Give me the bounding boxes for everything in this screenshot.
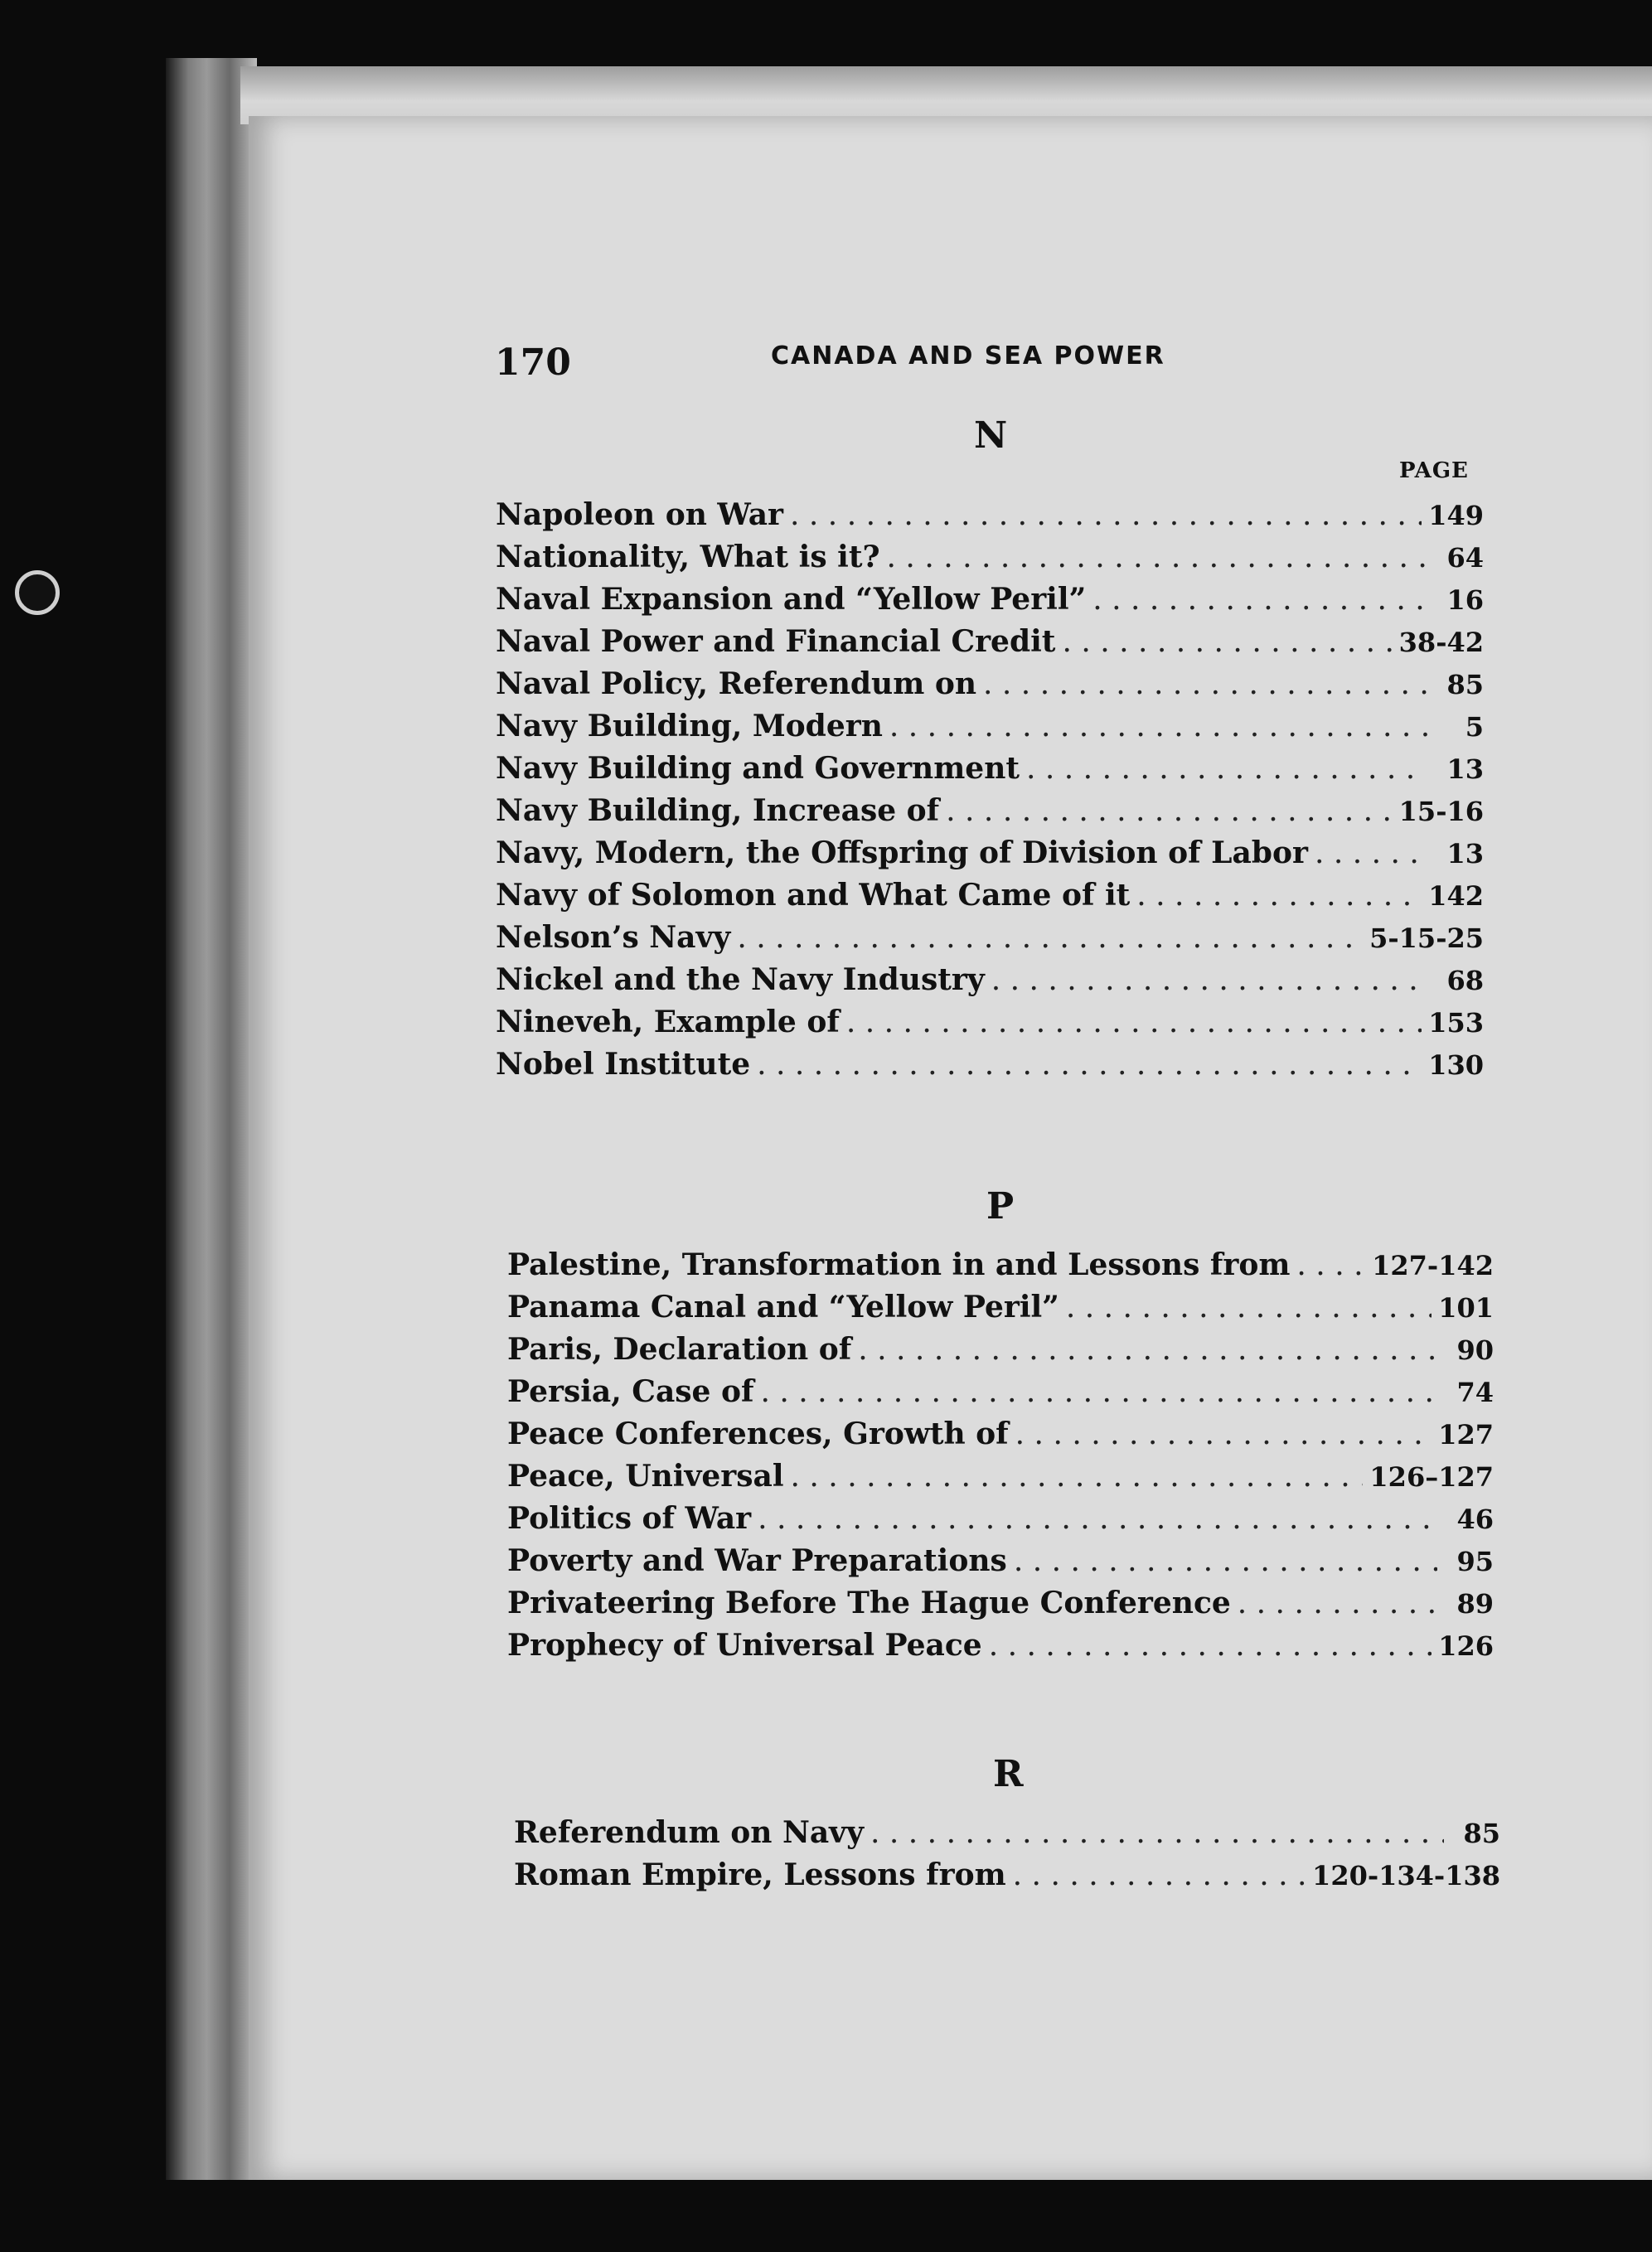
leader-dots: [991, 963, 1427, 997]
index-entry: [507, 1332, 1494, 1374]
entry-label: Panama Canal and “Yellow Peril”: [507, 1290, 1059, 1325]
entry-pages: 130: [1428, 1049, 1484, 1081]
leader-dots: [1013, 1858, 1306, 1892]
index-entry: [496, 666, 1484, 709]
index-entry: [496, 920, 1484, 962]
index-entry: [496, 878, 1484, 920]
book-page-edges: [166, 58, 257, 2180]
entry-label: Peace, Universal: [507, 1459, 784, 1494]
entry-label: Navy, Modern, the Offspring of Division of Labor: [496, 835, 1308, 870]
entry-pages: 64: [1446, 542, 1484, 574]
leader-dots: [758, 1502, 1437, 1536]
leader-dots: [1066, 1291, 1432, 1325]
leader-dots: [983, 667, 1427, 701]
leader-dots: [946, 794, 1393, 828]
entry-label: Naval Power and Financial Credit: [496, 624, 1056, 659]
index-entry: [507, 1417, 1494, 1459]
index-entry: [507, 1628, 1494, 1670]
index-entry: [496, 835, 1484, 878]
entry-label: Naval Policy, Referendum on: [496, 666, 977, 701]
index-entry: [496, 624, 1484, 666]
running-title: CANADA AND SEA POWER: [771, 341, 1165, 370]
entry-label: Nickel and the Navy Industry: [496, 962, 985, 997]
entry-pages: 15-16: [1398, 796, 1484, 827]
entry-pages: 85: [1463, 1818, 1500, 1849]
entry-pages: 16: [1446, 584, 1484, 616]
index-list-r: [514, 1815, 1500, 1900]
entry-pages: 74: [1456, 1377, 1494, 1408]
index-entry: [507, 1247, 1494, 1290]
entry-pages: 13: [1446, 838, 1484, 869]
entry-label: Privateering Before The Hague Conference: [507, 1586, 1231, 1620]
entry-pages: 46: [1456, 1504, 1494, 1535]
index-entry: [514, 1815, 1500, 1857]
index-entry: [496, 540, 1484, 582]
entry-label: Nelson’s Navy: [496, 920, 731, 955]
leader-dots: [1238, 1586, 1437, 1620]
index-entry: [514, 1857, 1500, 1900]
leader-dots: [889, 710, 1427, 743]
entry-pages: 149: [1428, 500, 1484, 531]
entry-pages: 120-134-138: [1312, 1860, 1500, 1891]
entry-pages: 5-15-25: [1369, 923, 1484, 954]
entry-pages: 13: [1446, 753, 1484, 785]
entry-label: Navy Building and Government: [496, 751, 1020, 786]
index-entry: [507, 1543, 1494, 1586]
index-entry: [507, 1290, 1494, 1332]
entry-label: Napoleon on War: [496, 497, 784, 532]
leader-dots: [1015, 1417, 1432, 1451]
entry-pages: 153: [1428, 1007, 1484, 1039]
leader-dots: [887, 540, 1427, 574]
entry-label: Nineveh, Example of: [496, 1005, 840, 1039]
entry-label: Navy Building, Increase of: [496, 793, 940, 828]
entry-label: Nationality, What is it?: [496, 540, 880, 574]
index-entry: [507, 1374, 1494, 1417]
entry-pages: 126: [1438, 1630, 1494, 1662]
entry-label: Nobel Institute: [496, 1047, 751, 1082]
entry-pages: 95: [1456, 1546, 1494, 1577]
page-number: 170: [495, 341, 571, 384]
leader-dots: [1315, 836, 1427, 870]
section-letter-n: N: [974, 414, 1008, 457]
index-entry: [496, 1005, 1484, 1047]
entry-pages: 126–127: [1369, 1461, 1494, 1493]
entry-label: Poverty and War Preparations: [507, 1543, 1007, 1578]
binding-hole-icon: [15, 570, 60, 615]
entry-label: Paris, Declaration of: [507, 1332, 852, 1367]
page-column-header: PAGE: [1399, 458, 1469, 483]
entry-pages: 68: [1446, 965, 1484, 996]
entry-pages: 89: [1456, 1588, 1494, 1620]
entry-label: Politics of War: [507, 1501, 752, 1536]
entry-label: Navy Building, Modern: [496, 709, 883, 743]
entry-label: Persia, Case of: [507, 1374, 754, 1409]
index-entry: [507, 1459, 1494, 1501]
leader-dots: [989, 1629, 1432, 1663]
entry-pages: 142: [1428, 880, 1484, 912]
leader-dots: [761, 1375, 1438, 1409]
index-entry: [496, 582, 1484, 624]
entry-pages: 85: [1446, 669, 1484, 700]
index-entry: [496, 1047, 1484, 1089]
section-letter-p: P: [986, 1185, 1015, 1228]
entry-label: Naval Expansion and “Yellow Peril”: [496, 582, 1087, 617]
leader-dots: [737, 921, 1363, 955]
index-entry: [507, 1501, 1494, 1543]
entry-label: Roman Empire, Lessons from: [514, 1857, 1006, 1892]
leader-dots: [870, 1816, 1444, 1850]
leader-dots: [1026, 752, 1427, 786]
entry-pages: 127-142: [1372, 1250, 1494, 1281]
index-entry: [496, 497, 1484, 540]
entry-pages: 5: [1465, 711, 1484, 743]
leader-dots: [1092, 583, 1427, 617]
section-letter-r: R: [993, 1753, 1024, 1795]
index-list-n: [496, 497, 1484, 1089]
index-entry: [507, 1586, 1494, 1628]
entry-label: Palestine, Transformation in and Lessons from: [507, 1247, 1291, 1282]
index-entry: [496, 709, 1484, 751]
entry-label: Prophecy of Universal Peace: [507, 1628, 982, 1663]
index-list-p: [507, 1247, 1494, 1670]
leader-dots: [1296, 1248, 1365, 1282]
entry-pages: 90: [1456, 1334, 1494, 1366]
leader-dots: [846, 1005, 1422, 1039]
leader-dots: [1062, 625, 1392, 659]
entry-label: Peace Conferences, Growth of: [507, 1417, 1009, 1451]
index-entry: [496, 793, 1484, 835]
entry-label: Referendum on Navy: [514, 1815, 865, 1850]
leader-dots: [791, 1460, 1364, 1494]
entry-pages: 38-42: [1398, 627, 1484, 658]
leader-dots: [790, 498, 1422, 532]
leader-dots: [858, 1333, 1437, 1367]
index-entry: [496, 962, 1484, 1005]
entry-label: Navy of Solomon and What Came of it: [496, 878, 1131, 913]
entry-pages: 101: [1438, 1292, 1494, 1324]
leader-dots: [1014, 1544, 1437, 1578]
index-entry: [496, 751, 1484, 793]
leader-dots: [1136, 879, 1422, 913]
entry-pages: 127: [1438, 1419, 1494, 1450]
leader-dots: [757, 1048, 1422, 1082]
